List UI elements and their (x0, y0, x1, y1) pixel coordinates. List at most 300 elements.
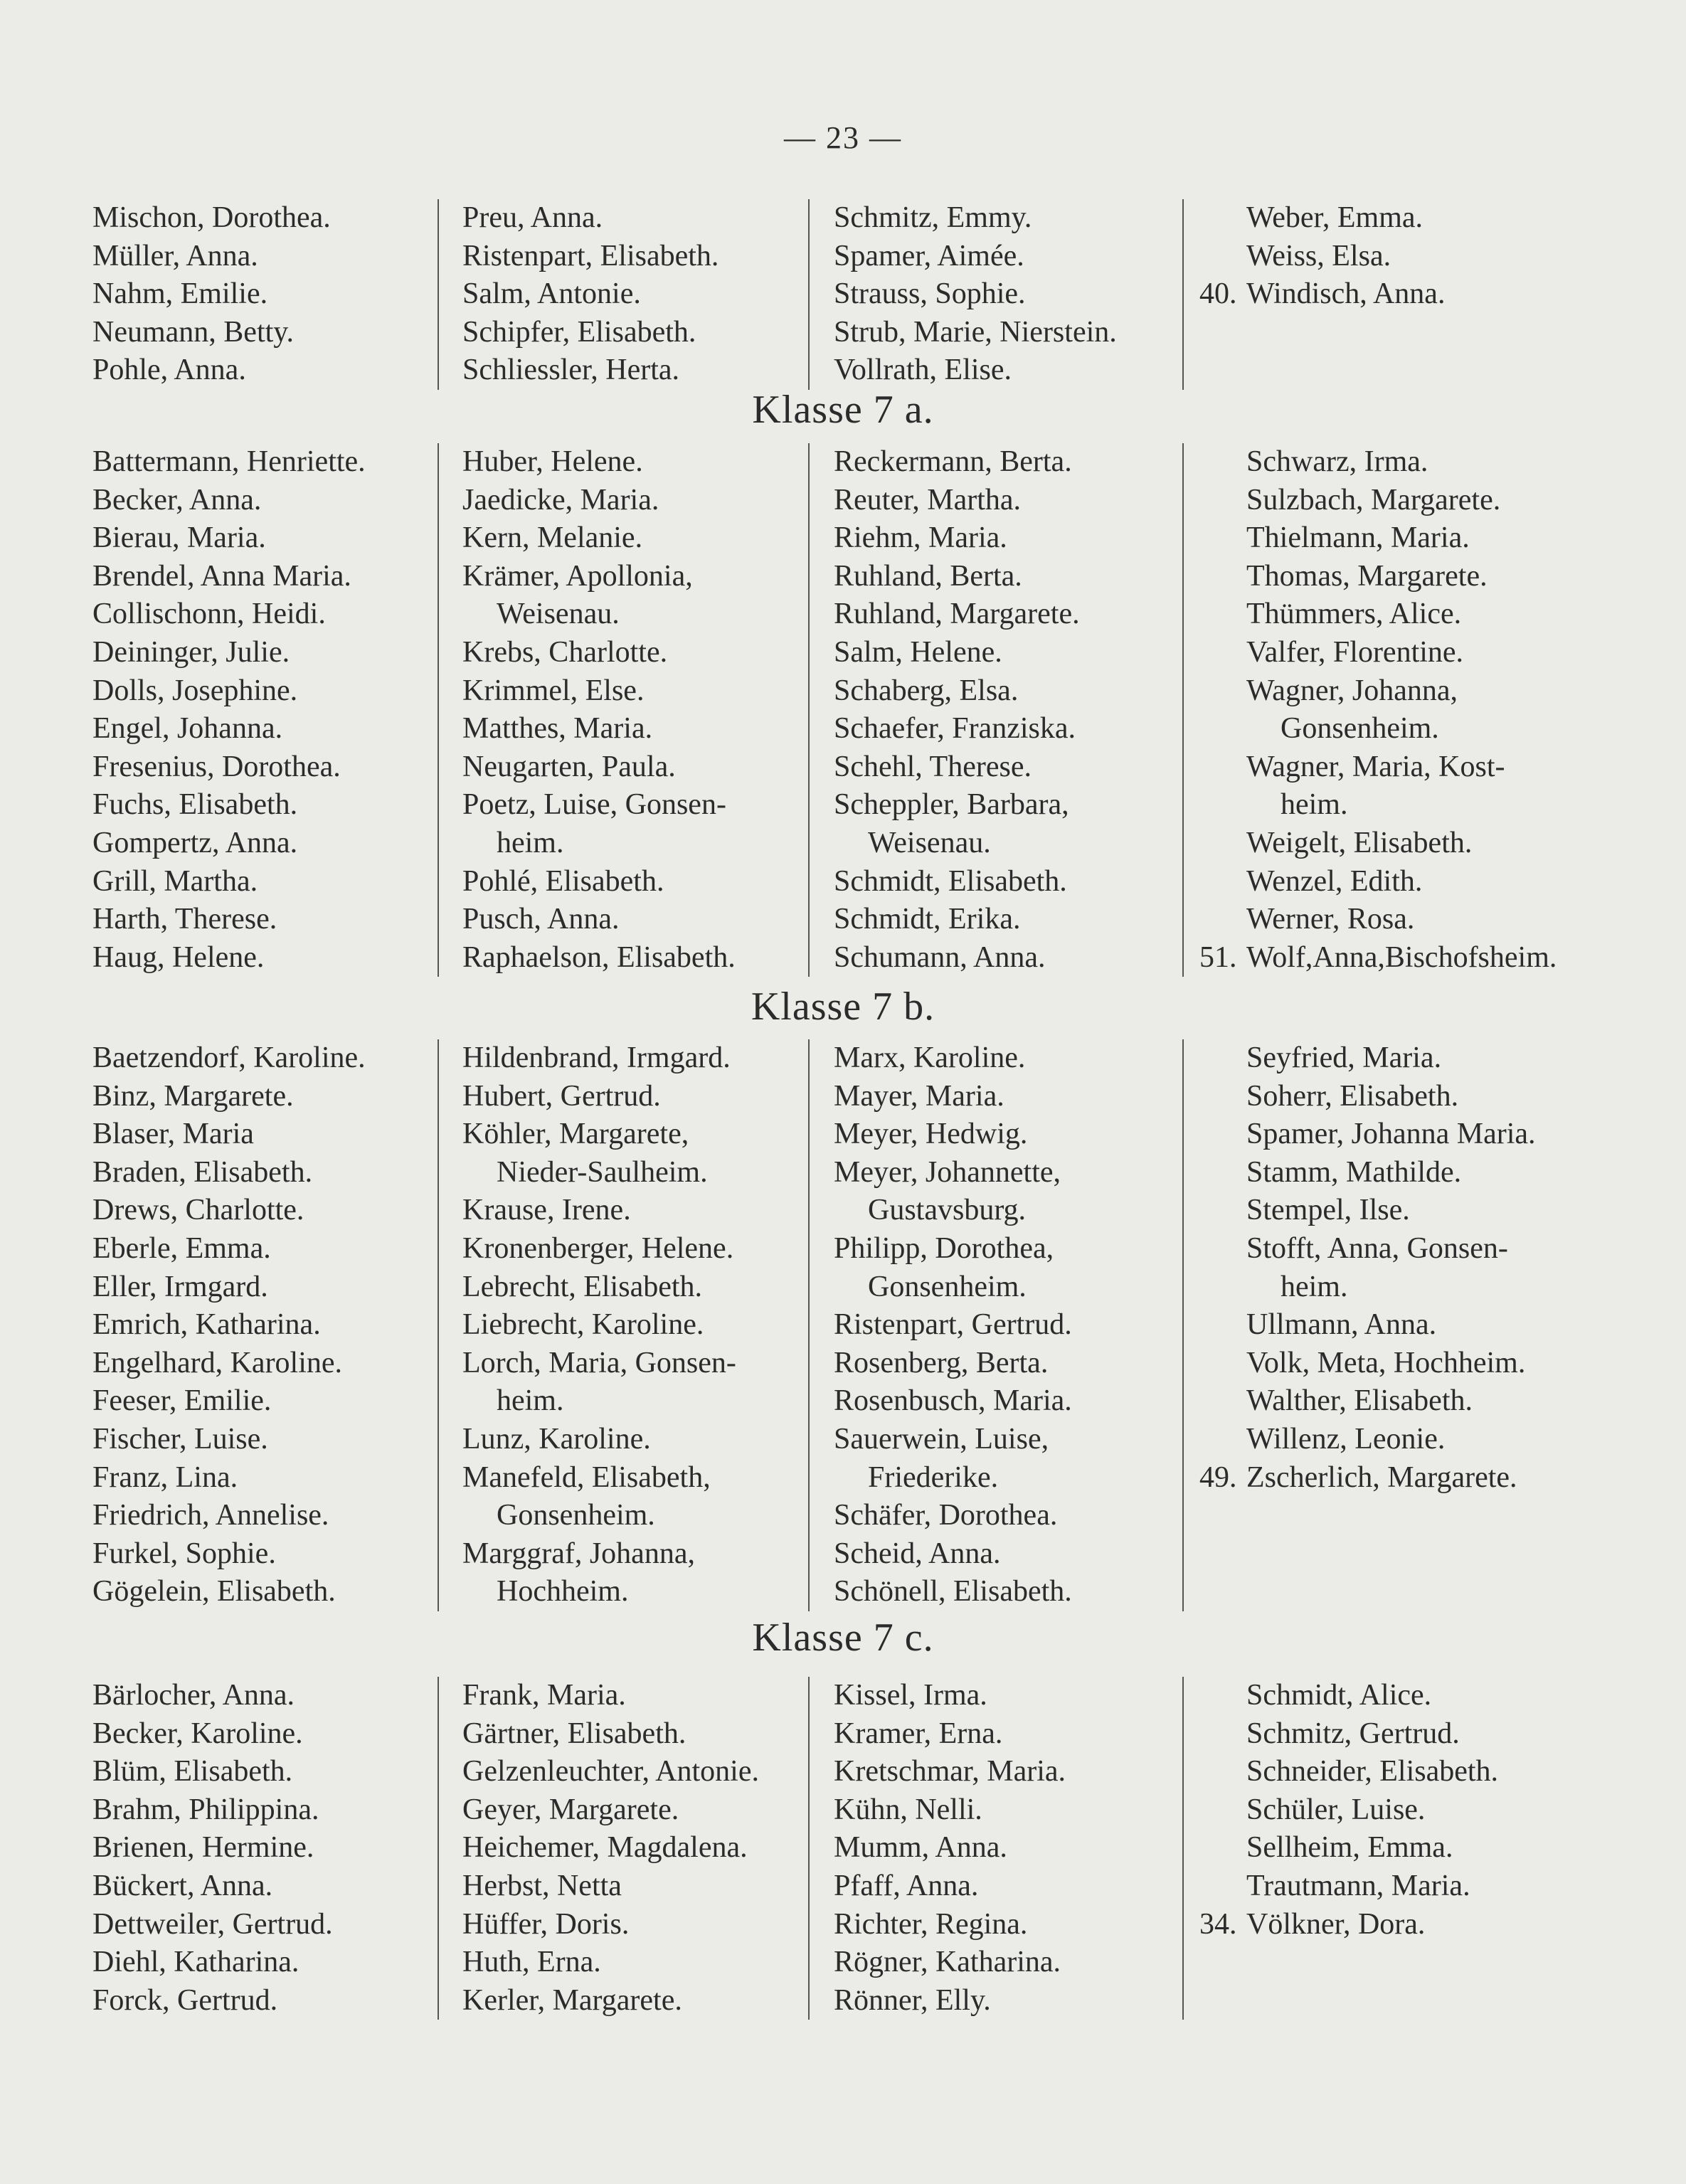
student-name: Pfaff, Anna. (834, 1869, 979, 1902)
student-name: Lebrecht, Elisabeth. (462, 1270, 703, 1303)
list-item (92, 1382, 462, 1421)
list-item (834, 1154, 1204, 1192)
list-item (92, 710, 462, 748)
list-item (92, 1039, 462, 1078)
list-item (834, 939, 1204, 977)
student-name: Marx, Karoline. (834, 1041, 1026, 1074)
list-item (462, 710, 832, 748)
list-item (462, 1791, 832, 1830)
list-item (462, 238, 832, 276)
list-item (92, 1535, 462, 1574)
list-item (1246, 482, 1616, 520)
student-name: Schmidt, Erika. (834, 903, 1021, 936)
student-name: Trautmann, Maria. (1246, 1869, 1470, 1902)
student-name: Gögelein, Elisabeth. (92, 1575, 336, 1608)
list-item (834, 863, 1204, 901)
list-item (1246, 863, 1616, 901)
list-item (92, 939, 462, 977)
class-total-count: 51. (1199, 940, 1237, 974)
list-item (1246, 1421, 1616, 1459)
section-heading: Klasse 7 a. (752, 388, 934, 432)
list-item (92, 482, 462, 520)
student-name: Zscherlich, Margarete. (1246, 1461, 1517, 1494)
student-name: Schmitz, Gertrud. (1246, 1717, 1460, 1750)
student-name: Lunz, Karoline. (462, 1422, 651, 1456)
list-item (462, 1154, 832, 1192)
list-item (462, 1982, 832, 2020)
student-name: Haug, Helene. (92, 940, 265, 974)
name-column (834, 199, 1204, 390)
student-name: Schmidt, Elisabeth. (834, 864, 1067, 898)
list-item (92, 1982, 462, 2020)
list-item (462, 275, 832, 314)
list-item (834, 1382, 1204, 1421)
student-name: Frank, Maria. (462, 1679, 626, 1712)
student-name: Pohle, Anna. (92, 354, 246, 387)
list-item (462, 1497, 832, 1535)
student-name: Ristenpart, Gertrud. (834, 1308, 1072, 1342)
list-item (834, 1497, 1204, 1535)
list-item (462, 595, 832, 634)
student-name: Manefeld, Elisabeth, (462, 1461, 711, 1494)
list-item (462, 1421, 832, 1459)
list-item (1246, 672, 1616, 711)
student-name: Engel, Johanna. (92, 712, 283, 746)
student-name: Thümmers, Alice. (1246, 598, 1462, 631)
section-heading: Klasse 7 c. (752, 1616, 934, 1660)
list-item (92, 1944, 462, 1982)
student-name: Soherr, Elisabeth. (1246, 1079, 1459, 1113)
student-name: Gelzenleuchter, Antonie. (462, 1755, 759, 1788)
list-item (462, 939, 832, 977)
student-name: Schneider, Elisabeth. (1246, 1755, 1499, 1788)
list-item (834, 825, 1204, 863)
list-item (92, 1078, 462, 1116)
list-item (462, 748, 832, 787)
list-item (462, 1192, 832, 1230)
student-name: Volk, Meta, Hochheim. (1246, 1346, 1526, 1379)
list-item (834, 1459, 1204, 1497)
list-item (1246, 1078, 1616, 1116)
student-name: Spamer, Johanna Maria. (1246, 1118, 1536, 1151)
student-name: Fresenius, Dorothea. (92, 750, 341, 783)
student-name: Krämer, Apollonia, (462, 559, 693, 593)
student-name: Friederike. (868, 1461, 999, 1494)
name-column (834, 1677, 1204, 2020)
student-name: Schönell, Elisabeth. (834, 1575, 1072, 1608)
page-number: — 23 — (784, 120, 902, 155)
student-name: Dettweiler, Gertrud. (92, 1907, 333, 1941)
student-name: Brienen, Hermine. (92, 1831, 314, 1865)
list-item (92, 1829, 462, 1867)
student-name: Willenz, Leonie. (1246, 1422, 1446, 1456)
student-name: Preu, Anna. (462, 201, 603, 234)
list-item (92, 786, 462, 825)
student-name: Weiss, Elsa. (1246, 239, 1391, 272)
list-item (92, 351, 462, 390)
student-name: Eberle, Emma. (92, 1231, 271, 1265)
student-name: Blaser, Maria (92, 1118, 254, 1151)
student-name: Hildenbrand, Irmgard. (462, 1041, 731, 1074)
list-item (834, 1535, 1204, 1574)
student-name: Krimmel, Else. (462, 674, 645, 707)
list-item (462, 1715, 832, 1754)
list-item (834, 1829, 1204, 1867)
name-column (92, 1039, 462, 1611)
list-item (92, 1715, 462, 1754)
list-item (834, 595, 1204, 634)
student-name: Rögner, Katharina. (834, 1946, 1061, 1979)
student-name: Gärtner, Elisabeth. (462, 1717, 686, 1750)
student-name: Sellheim, Emma. (1246, 1831, 1453, 1865)
student-name: Krebs, Charlotte. (462, 635, 668, 669)
list-item (834, 1867, 1204, 1906)
list-item (92, 672, 462, 711)
name-column (462, 199, 832, 390)
student-name: Mumm, Anna. (834, 1831, 1007, 1865)
list-item (1199, 275, 1616, 314)
student-name: Braden, Elisabeth. (92, 1155, 313, 1189)
student-name: Raphaelson, Elisabeth. (462, 940, 736, 974)
student-name: Gustavsburg. (868, 1194, 1027, 1227)
list-item (834, 351, 1204, 390)
list-item (92, 1573, 462, 1611)
list-item (1199, 1906, 1616, 1944)
list-item (1246, 1268, 1616, 1307)
list-item (834, 1078, 1204, 1116)
list-item (462, 1573, 832, 1611)
student-name: Salm, Antonie. (462, 277, 641, 311)
student-name: Drews, Charlotte. (92, 1194, 304, 1227)
student-name: Walther, Elisabeth. (1246, 1384, 1473, 1418)
student-name: Eller, Irmgard. (92, 1270, 268, 1303)
list-item (92, 634, 462, 672)
name-column (1199, 1677, 1616, 1944)
list-item (92, 595, 462, 634)
list-item (834, 901, 1204, 939)
student-name: Wolf,Anna,Bischofsheim. (1246, 940, 1557, 974)
list-item (462, 1306, 832, 1345)
list-item (1246, 1753, 1616, 1791)
list-item (462, 351, 832, 390)
list-item (462, 1829, 832, 1867)
list-item (1246, 1829, 1616, 1867)
student-name: Pusch, Anna. (462, 903, 620, 936)
student-name: Forck, Gertrud. (92, 1983, 278, 2017)
name-column (462, 1039, 832, 1611)
list-item (834, 1421, 1204, 1459)
student-name: Poetz, Luise, Gonsen- (462, 788, 726, 822)
list-item (1246, 1382, 1616, 1421)
list-item (92, 1753, 462, 1791)
list-item (462, 482, 832, 520)
list-item (92, 1345, 462, 1383)
list-item (834, 1345, 1204, 1383)
name-column (462, 1677, 832, 2020)
student-name: Rosenbusch, Maria. (834, 1384, 1072, 1418)
student-name: Collischonn, Heidi. (92, 598, 326, 631)
student-name: Kissel, Irma. (834, 1679, 987, 1712)
student-name: Sauerwein, Luise, (834, 1422, 1049, 1456)
student-name: Schwarz, Irma. (1246, 445, 1428, 478)
list-item (1246, 519, 1616, 558)
name-column (462, 443, 832, 977)
list-item (462, 634, 832, 672)
student-name: Weber, Emma. (1246, 201, 1423, 234)
student-name: Riehm, Maria. (834, 521, 1007, 555)
student-name: Fischer, Luise. (92, 1422, 268, 1456)
list-item (1199, 939, 1616, 977)
list-item (834, 1906, 1204, 1944)
list-item (462, 1944, 832, 1982)
student-name: Schaefer, Franziska. (834, 712, 1076, 746)
list-item (92, 1497, 462, 1535)
list-item (1246, 1867, 1616, 1906)
list-item (92, 275, 462, 314)
name-column (834, 443, 1204, 977)
list-item (92, 558, 462, 596)
list-item (834, 1753, 1204, 1791)
student-name: Hochheim. (497, 1575, 629, 1608)
list-item (462, 443, 832, 482)
student-name: Battermann, Henriette. (92, 445, 366, 478)
student-name: Stamm, Mathilde. (1246, 1155, 1462, 1189)
list-item (92, 1306, 462, 1345)
list-item (92, 825, 462, 863)
list-item (462, 1115, 832, 1154)
list-item (462, 1230, 832, 1268)
list-item (462, 1345, 832, 1383)
student-name: Pohlé, Elisabeth. (462, 864, 664, 898)
student-name: Reuter, Martha. (834, 483, 1022, 516)
student-name: Thomas, Margarete. (1246, 559, 1488, 593)
list-item (462, 1906, 832, 1944)
list-item (1246, 1791, 1616, 1830)
student-name: Hüffer, Doris. (462, 1907, 630, 1941)
list-item (834, 558, 1204, 596)
list-item (1246, 748, 1616, 787)
student-name: Blüm, Elisabeth. (92, 1755, 293, 1788)
section-heading: Klasse 7 b. (751, 985, 935, 1029)
student-name: Fuchs, Elisabeth. (92, 788, 298, 822)
student-name: Friedrich, Annelise. (92, 1499, 329, 1532)
student-name: Kramer, Erna. (834, 1717, 1003, 1750)
student-name: Becker, Karoline. (92, 1717, 303, 1750)
list-item (1246, 443, 1616, 482)
list-item (92, 901, 462, 939)
student-name: Schehl, Therese. (834, 750, 1032, 783)
list-item (834, 1982, 1204, 2020)
student-name: Kronenberger, Helene. (462, 1231, 734, 1265)
student-name: heim. (1281, 1270, 1348, 1303)
list-item (92, 748, 462, 787)
list-item (1199, 1459, 1616, 1497)
name-column (1199, 1039, 1616, 1497)
student-name: Wagner, Johanna, (1246, 674, 1458, 707)
student-name: Heichemer, Magdalena. (462, 1831, 748, 1865)
student-name: Schipfer, Elisabeth. (462, 315, 696, 349)
student-name: Brahm, Philippina. (92, 1793, 319, 1826)
student-name: heim. (497, 1384, 564, 1418)
list-item (92, 1677, 462, 1715)
list-item (462, 314, 832, 352)
name-column (834, 1039, 1204, 1611)
student-name: Matthes, Maria. (462, 712, 653, 746)
list-item (462, 786, 832, 825)
student-name: Weisenau. (868, 826, 991, 859)
student-name: Sulzbach, Margarete. (1246, 483, 1501, 516)
student-name: Nahm, Emilie. (92, 277, 268, 311)
student-name: Schüler, Luise. (1246, 1793, 1426, 1826)
list-item (1246, 595, 1616, 634)
list-item (92, 1268, 462, 1307)
student-name: Scheppler, Barbara, (834, 788, 1069, 822)
student-name: Scheid, Anna. (834, 1537, 1001, 1570)
student-name: heim. (1281, 788, 1348, 822)
student-name: Baetzendorf, Karoline. (92, 1041, 366, 1074)
student-name: Schliessler, Herta. (462, 354, 680, 387)
list-item (834, 1115, 1204, 1154)
list-item (834, 710, 1204, 748)
student-name: Werner, Rosa. (1246, 903, 1415, 936)
student-name: Grill, Martha. (92, 864, 258, 898)
student-name: Philipp, Dorothea, (834, 1231, 1054, 1265)
student-name: Bückert, Anna. (92, 1869, 273, 1902)
student-name: Bärlocher, Anna. (92, 1679, 295, 1712)
list-item (1246, 1677, 1616, 1715)
list-item (1246, 1345, 1616, 1383)
student-name: Kerler, Margarete. (462, 1983, 682, 2017)
list-item (92, 1154, 462, 1192)
student-name: Schumann, Anna. (834, 940, 1046, 974)
student-name: Binz, Margarete. (92, 1079, 294, 1113)
list-item (834, 443, 1204, 482)
list-item (834, 1230, 1204, 1268)
list-item (834, 634, 1204, 672)
list-item (1246, 710, 1616, 748)
name-column (1199, 199, 1616, 314)
list-item (462, 1039, 832, 1078)
student-name: Richter, Regina. (834, 1907, 1028, 1941)
list-item (462, 863, 832, 901)
list-item (834, 199, 1204, 238)
student-name: Wenzel, Edith. (1246, 864, 1423, 898)
student-name: Deininger, Julie. (92, 635, 290, 669)
list-item (92, 443, 462, 482)
list-item (92, 314, 462, 352)
list-item (462, 1459, 832, 1497)
student-name: Lorch, Maria, Gonsen- (462, 1346, 736, 1379)
list-item (834, 238, 1204, 276)
class-total-count: 34. (1199, 1907, 1237, 1941)
name-column (92, 199, 462, 390)
student-name: Schmidt, Alice. (1246, 1679, 1432, 1712)
student-name: Ullmann, Anna. (1246, 1308, 1437, 1342)
list-item (92, 863, 462, 901)
student-name: Valfer, Florentine. (1246, 635, 1464, 669)
list-item (462, 1753, 832, 1791)
name-column (1199, 443, 1616, 977)
student-name: Mayer, Maria. (834, 1079, 1004, 1113)
student-name: Herbst, Netta (462, 1869, 622, 1902)
student-name: Hubert, Gertrud. (462, 1079, 661, 1113)
list-item (92, 1230, 462, 1268)
student-name: Rosenberg, Berta. (834, 1346, 1049, 1379)
class-total-count: 40. (1199, 277, 1237, 311)
list-item (1246, 238, 1616, 276)
list-item (462, 558, 832, 596)
student-name: Huber, Helene. (462, 445, 643, 478)
list-item (92, 1115, 462, 1154)
student-name: Feeser, Emilie. (92, 1384, 272, 1418)
name-column (92, 1677, 462, 2020)
list-item (834, 672, 1204, 711)
list-item (1246, 901, 1616, 939)
list-item (462, 1382, 832, 1421)
student-name: Geyer, Margarete. (462, 1793, 679, 1826)
student-name: Spamer, Aimée. (834, 239, 1024, 272)
name-column (92, 443, 462, 977)
student-name: Nieder-Saulheim. (497, 1155, 708, 1189)
student-name: Köhler, Margarete, (462, 1118, 689, 1151)
student-name: Reckermann, Berta. (834, 445, 1072, 478)
class-total-count: 49. (1199, 1461, 1237, 1494)
list-item (834, 1944, 1204, 1982)
student-name: Vollrath, Elise. (834, 354, 1012, 387)
list-item (1246, 1192, 1616, 1230)
student-name: Meyer, Hedwig. (834, 1118, 1028, 1151)
student-name: Gompertz, Anna. (92, 826, 298, 859)
list-item (1246, 786, 1616, 825)
list-item (92, 1459, 462, 1497)
student-name: Gonsenheim. (497, 1499, 655, 1532)
list-item (834, 1039, 1204, 1078)
list-item (1246, 825, 1616, 863)
student-name: Diehl, Katharina. (92, 1946, 299, 1979)
student-name: Engelhard, Karoline. (92, 1346, 343, 1379)
student-name: Gonsenheim. (868, 1270, 1027, 1303)
student-name: Becker, Anna. (92, 483, 262, 516)
student-name: Kern, Melanie. (462, 521, 643, 555)
student-name: Weigelt, Elisabeth. (1246, 826, 1473, 859)
list-item (834, 519, 1204, 558)
list-item (834, 275, 1204, 314)
list-item (462, 1677, 832, 1715)
list-item (92, 519, 462, 558)
list-item (1246, 199, 1616, 238)
list-item (462, 1867, 832, 1906)
list-item (462, 672, 832, 711)
student-name: Völkner, Dora. (1246, 1907, 1426, 1941)
list-item (834, 1677, 1204, 1715)
student-name: Kühn, Nelli. (834, 1793, 982, 1826)
student-name: Strauss, Sophie. (834, 277, 1026, 311)
list-item (462, 1535, 832, 1574)
student-name: Salm, Helene. (834, 635, 1002, 669)
list-item (834, 1791, 1204, 1830)
student-name: Gonsenheim. (1281, 712, 1439, 746)
list-item (92, 1906, 462, 1944)
student-name: Emrich, Katharina. (92, 1308, 321, 1342)
student-name: Brendel, Anna Maria. (92, 559, 351, 593)
list-item (1246, 1306, 1616, 1345)
list-item (1246, 558, 1616, 596)
student-name: heim. (497, 826, 564, 859)
student-name: Huth, Erna. (462, 1946, 601, 1979)
list-item (834, 786, 1204, 825)
student-name: Dolls, Josephine. (92, 674, 298, 707)
student-name: Ruhland, Berta. (834, 559, 1022, 593)
